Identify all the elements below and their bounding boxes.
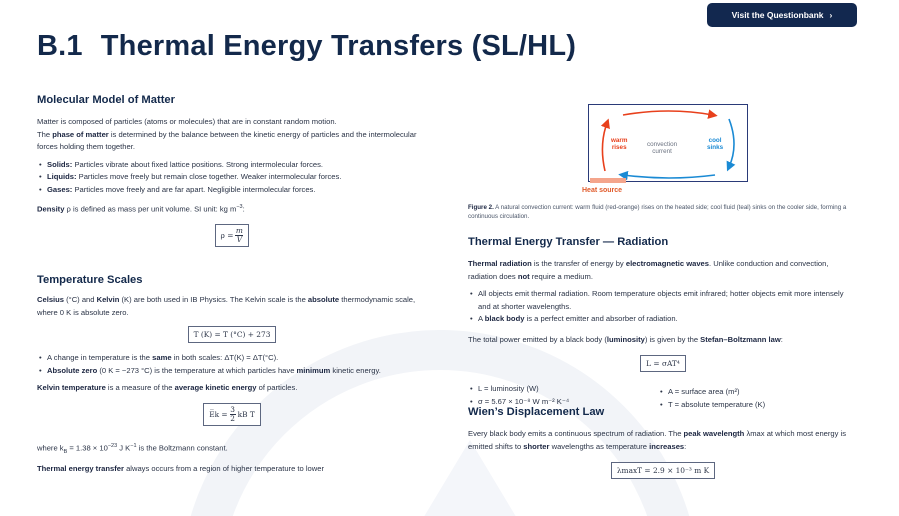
radiation-p1: Thermal radiation is the transfer of energy by electromagnetic waves. Unlike conduction and convection, radiation does not require a medium.	[468, 259, 829, 281]
definitions-left	[468, 383, 658, 411]
right-column	[468, 235, 858, 479]
definitions-right	[658, 386, 765, 411]
stefan-text: The total power emitted by a black body (luminosity) is given by the Stefan–Boltzmann law:	[468, 334, 783, 344]
cool-sink-arrow	[729, 119, 734, 167]
wien-equation-wrap	[468, 462, 858, 479]
molecular-p1: Matter is composed of particles (atoms or molecules) that are in constant random motion.	[37, 117, 337, 126]
temperature-heading: Temperature Scales	[37, 274, 143, 287]
ek-equation: E̅k = 3 2 kB T	[203, 403, 261, 426]
wien-heading: Wien’s Displacement Law	[468, 406, 605, 418]
boltzmann-text: where $k_B = 1.38 \times 10^{-23}$ J $K^{-1}$ is the Boltzmann constant.	[37, 442, 228, 455]
kelvin-equation: T (K) = T (°C) + 273	[188, 326, 277, 343]
wien-equation: λmaxT = 2.9 × 10⁻³ m K	[611, 462, 715, 479]
questionbank-button[interactable]	[707, 3, 857, 27]
chevron-right-icon: ›	[829, 10, 833, 20]
figure-caption: Figure 2. A natural convection current: warm fluid (red-orange) rises on the heated side; cool fluid (teal) sinks on the cooler side, forming a continuous circulation.	[468, 204, 847, 220]
warm-rise-arrow	[602, 123, 607, 171]
molecular-heading: Molecular Model of Matter	[37, 94, 175, 106]
wien-p1: Every black body emits a continuous spectrum of radiation. The peak wavelength λmax at which most energy is emitted shifts to shorter wavelengths as temperature increases:	[468, 429, 847, 451]
density-text: Density ρ is defined as mass per unit volume. SI unit: kg $m^{-3}$:	[37, 204, 245, 214]
kelvin-equation-wrap	[37, 326, 427, 343]
list-item: • A change in temperature is the same in both scales: ΔT(K) = ΔT(°C).	[37, 352, 427, 365]
list-item: • Absolute zero (0 K = −273 °C) is the temperature at which particles have minimum kinetic energy.	[37, 365, 427, 378]
cool-label: cool sinks	[707, 137, 724, 151]
stefan-equation: L = σAT⁴	[640, 355, 686, 372]
heat-source-label: Heat source	[582, 187, 623, 194]
section-title: Thermal Energy Transfers (SL/HL)	[100, 30, 577, 62]
list-item: • L = luminosity (W)	[468, 383, 658, 396]
convection-label: convection current	[647, 141, 678, 155]
top-flow-arrow	[623, 111, 713, 115]
temperature-p1: Celsius (°C) and Kelvin (K) are both used in IB Physics. The Kelvin scale is the absolute thermodynamic scale, where 0 K is absolute zero.	[37, 295, 416, 317]
list-item: • A black body is a perfect emitter and absorber of radiation.	[468, 313, 858, 326]
phase-list	[37, 159, 427, 197]
list-item: • All objects emit thermal radiation. Room temperature objects emit infrared; hotter objects emit more intensely and at shorter wavelengths.	[468, 288, 858, 313]
stefan-equation-wrap	[468, 355, 858, 372]
list-item: • σ = 5.67 × 10⁻⁸ W m⁻² K⁻⁴	[468, 396, 658, 409]
radiation-list	[468, 288, 858, 326]
kelvin-text: Kelvin temperature is a measure of the average kinetic energy of particles.	[37, 383, 298, 393]
list-item: • Solids: Particles vibrate about fixed lattice positions. Strong intermolecular forces.	[37, 159, 427, 172]
list-item: • Liquids: Particles move freely but remain close together. Weaker intermolecular forces.	[37, 171, 427, 184]
temperature-list	[37, 352, 427, 377]
molecular-p2: The phase of matter is determined by the balance between the kinetic energy of particles and the intermolecular forces holding them together.	[37, 129, 417, 151]
density-equation-wrap	[37, 224, 427, 247]
left-column	[37, 93, 427, 476]
density-equation: ρ = m V	[215, 224, 250, 247]
list-item: • Gases: Particles move freely and are far apart. Negligible intermolecular forces.	[37, 184, 427, 197]
questionbank-label: Visit the Questionbank	[731, 10, 824, 20]
heat-source-bar	[590, 178, 626, 183]
transfer-text: Thermal energy transfer always occurs from a region of higher temperature to lower	[37, 464, 325, 474]
radiation-heading: Thermal Energy Transfer — Radiation	[468, 236, 669, 248]
page-title	[37, 30, 576, 63]
list-item: • A = surface area (m²)	[658, 386, 765, 399]
section-number: B.1	[37, 30, 83, 62]
list-item: • T = absolute temperature (K)	[658, 399, 765, 412]
warm-label: warm rises	[611, 137, 628, 151]
ek-equation-wrap	[37, 403, 427, 426]
bottom-flow-arrow	[623, 175, 715, 178]
convection-diagram	[588, 104, 748, 182]
